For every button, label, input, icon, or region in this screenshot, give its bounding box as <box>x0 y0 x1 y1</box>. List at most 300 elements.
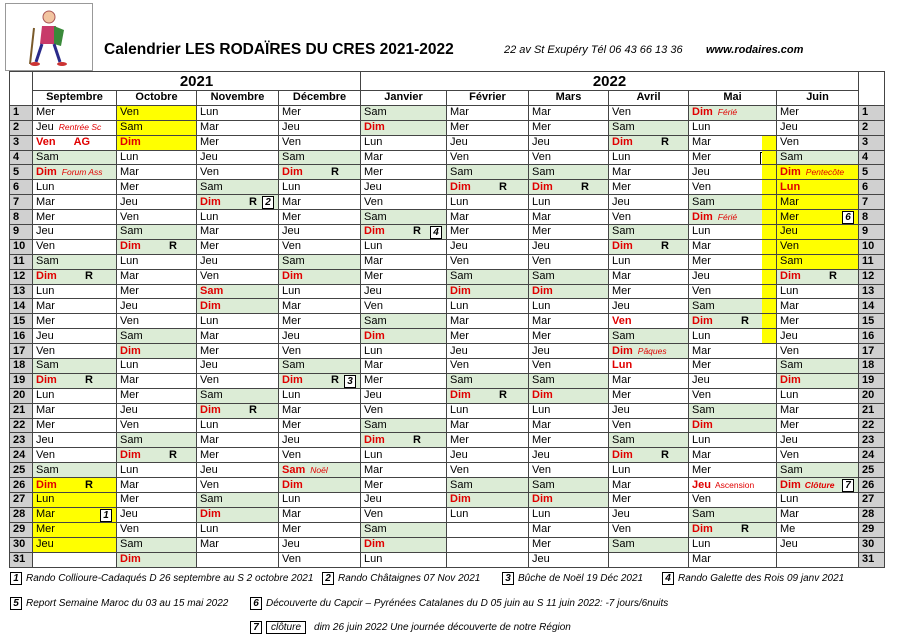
day-cell[interactable] <box>689 150 777 165</box>
day-cell[interactable] <box>279 195 361 210</box>
day-cell[interactable] <box>279 254 361 269</box>
day-cell[interactable] <box>529 239 609 254</box>
day-cell[interactable] <box>529 537 609 552</box>
day-cell[interactable] <box>33 225 117 240</box>
day-cell[interactable] <box>529 478 609 493</box>
day-cell[interactable] <box>117 507 197 522</box>
day-cell[interactable] <box>777 120 859 135</box>
day-cell[interactable] <box>33 210 117 225</box>
day-cell[interactable] <box>777 373 859 388</box>
day-cell[interactable] <box>529 388 609 403</box>
day-cell[interactable] <box>529 225 609 240</box>
day-cell[interactable] <box>361 165 447 180</box>
day-cell[interactable] <box>447 522 529 537</box>
day-cell[interactable] <box>447 448 529 463</box>
day-cell[interactable] <box>117 105 197 120</box>
day-cell[interactable] <box>33 314 117 329</box>
day-cell[interactable] <box>529 120 609 135</box>
day-cell[interactable] <box>777 135 859 150</box>
day-cell[interactable] <box>361 210 447 225</box>
day-cell[interactable] <box>117 329 197 344</box>
day-cell[interactable] <box>279 105 361 120</box>
day-cell[interactable] <box>117 150 197 165</box>
day-cell[interactable] <box>197 448 279 463</box>
day-cell[interactable] <box>33 120 117 135</box>
day-cell[interactable] <box>33 105 117 120</box>
day-cell[interactable] <box>689 299 777 314</box>
day-cell[interactable] <box>609 418 689 433</box>
day-cell[interactable] <box>609 433 689 448</box>
day-cell[interactable] <box>447 433 529 448</box>
day-cell[interactable] <box>361 418 447 433</box>
day-cell[interactable] <box>197 478 279 493</box>
day-cell[interactable] <box>447 463 529 478</box>
day-cell[interactable] <box>33 195 117 210</box>
day-cell[interactable] <box>117 537 197 552</box>
day-cell[interactable] <box>777 493 859 508</box>
day-cell[interactable] <box>117 344 197 359</box>
day-cell[interactable] <box>279 180 361 195</box>
day-cell[interactable] <box>689 254 777 269</box>
day-cell[interactable] <box>777 225 859 240</box>
day-cell[interactable] <box>609 150 689 165</box>
day-cell[interactable] <box>777 180 859 195</box>
day-cell[interactable] <box>609 120 689 135</box>
day-cell[interactable] <box>33 359 117 374</box>
day-cell[interactable] <box>33 388 117 403</box>
day-cell[interactable] <box>609 180 689 195</box>
day-cell[interactable] <box>197 269 279 284</box>
day-cell[interactable] <box>447 210 529 225</box>
day-cell[interactable] <box>529 552 609 567</box>
day-cell[interactable] <box>33 418 117 433</box>
day-cell[interactable] <box>279 537 361 552</box>
day-cell[interactable] <box>279 284 361 299</box>
day-cell[interactable] <box>361 225 447 240</box>
day-cell[interactable] <box>361 254 447 269</box>
day-cell[interactable] <box>279 120 361 135</box>
club-website[interactable]: www.rodaires.com <box>706 44 804 56</box>
day-cell[interactable] <box>447 478 529 493</box>
day-cell[interactable] <box>609 388 689 403</box>
day-cell[interactable] <box>529 329 609 344</box>
day-cell[interactable] <box>279 299 361 314</box>
day-cell[interactable] <box>609 105 689 120</box>
day-cell[interactable] <box>117 195 197 210</box>
day-cell[interactable] <box>777 329 859 344</box>
day-cell[interactable] <box>777 105 859 120</box>
day-cell[interactable] <box>609 284 689 299</box>
day-cell[interactable] <box>117 463 197 478</box>
day-cell[interactable] <box>689 478 777 493</box>
day-cell[interactable] <box>197 180 279 195</box>
day-cell[interactable] <box>279 314 361 329</box>
day-cell[interactable] <box>529 448 609 463</box>
day-cell[interactable] <box>33 284 117 299</box>
day-cell[interactable] <box>33 254 117 269</box>
day-cell[interactable] <box>447 254 529 269</box>
day-cell[interactable] <box>777 507 859 522</box>
day-cell[interactable] <box>529 418 609 433</box>
day-cell[interactable] <box>361 314 447 329</box>
day-cell[interactable] <box>197 403 279 418</box>
day-cell[interactable] <box>117 180 197 195</box>
day-cell[interactable] <box>361 120 447 135</box>
day-cell[interactable] <box>117 418 197 433</box>
day-cell[interactable] <box>197 537 279 552</box>
day-cell[interactable] <box>529 180 609 195</box>
day-cell[interactable] <box>777 359 859 374</box>
day-cell[interactable] <box>279 373 361 388</box>
day-cell[interactable] <box>361 373 447 388</box>
day-cell[interactable] <box>689 269 777 284</box>
day-cell[interactable] <box>777 463 859 478</box>
day-cell[interactable] <box>197 239 279 254</box>
day-cell[interactable] <box>447 165 529 180</box>
day-cell[interactable] <box>447 314 529 329</box>
day-cell[interactable] <box>447 269 529 284</box>
day-cell[interactable] <box>689 418 777 433</box>
day-cell[interactable] <box>689 165 777 180</box>
day-cell[interactable] <box>117 478 197 493</box>
day-cell[interactable] <box>33 165 117 180</box>
day-cell[interactable] <box>117 254 197 269</box>
day-cell[interactable] <box>777 522 859 537</box>
day-cell[interactable] <box>117 239 197 254</box>
day-cell[interactable] <box>361 433 447 448</box>
day-cell[interactable] <box>689 195 777 210</box>
day-cell[interactable] <box>529 463 609 478</box>
day-cell[interactable] <box>689 537 777 552</box>
day-cell[interactable] <box>689 373 777 388</box>
day-cell[interactable] <box>777 284 859 299</box>
day-cell[interactable] <box>33 537 117 552</box>
day-cell[interactable] <box>117 135 197 150</box>
day-cell[interactable] <box>197 418 279 433</box>
day-cell[interactable] <box>609 210 689 225</box>
day-cell[interactable] <box>33 552 117 567</box>
day-cell[interactable] <box>33 448 117 463</box>
day-cell[interactable] <box>197 433 279 448</box>
day-cell[interactable] <box>609 269 689 284</box>
day-cell[interactable] <box>117 210 197 225</box>
day-cell[interactable] <box>197 344 279 359</box>
day-cell[interactable] <box>361 448 447 463</box>
day-cell[interactable] <box>529 135 609 150</box>
day-cell[interactable] <box>777 299 859 314</box>
day-cell[interactable] <box>609 239 689 254</box>
day-cell[interactable] <box>361 522 447 537</box>
day-cell[interactable] <box>279 135 361 150</box>
day-cell[interactable] <box>33 433 117 448</box>
day-cell[interactable] <box>689 120 777 135</box>
day-cell[interactable] <box>609 329 689 344</box>
day-cell[interactable] <box>689 239 777 254</box>
day-cell[interactable] <box>197 373 279 388</box>
day-cell[interactable] <box>361 299 447 314</box>
day-cell[interactable] <box>609 552 689 567</box>
day-cell[interactable] <box>529 210 609 225</box>
day-cell[interactable] <box>117 433 197 448</box>
day-cell[interactable] <box>777 150 859 165</box>
day-cell[interactable] <box>361 269 447 284</box>
day-cell[interactable] <box>447 120 529 135</box>
day-cell[interactable] <box>689 403 777 418</box>
day-cell[interactable] <box>33 522 117 537</box>
day-cell[interactable] <box>447 329 529 344</box>
day-cell[interactable] <box>777 239 859 254</box>
day-cell[interactable] <box>777 448 859 463</box>
day-cell[interactable] <box>777 388 859 403</box>
day-cell[interactable] <box>777 552 859 567</box>
day-cell[interactable] <box>197 284 279 299</box>
day-cell[interactable] <box>447 373 529 388</box>
day-cell[interactable] <box>197 552 279 567</box>
day-cell[interactable] <box>529 359 609 374</box>
day-cell[interactable] <box>529 373 609 388</box>
day-cell[interactable] <box>279 418 361 433</box>
day-cell[interactable] <box>33 269 117 284</box>
day-cell[interactable] <box>777 210 859 225</box>
day-cell[interactable] <box>279 433 361 448</box>
day-cell[interactable] <box>117 225 197 240</box>
day-cell[interactable] <box>447 344 529 359</box>
day-cell[interactable] <box>529 269 609 284</box>
day-cell[interactable] <box>609 299 689 314</box>
day-cell[interactable] <box>689 314 777 329</box>
day-cell[interactable] <box>529 522 609 537</box>
day-cell[interactable] <box>361 537 447 552</box>
day-cell[interactable] <box>117 522 197 537</box>
day-cell[interactable] <box>279 478 361 493</box>
day-cell[interactable] <box>447 403 529 418</box>
day-cell[interactable] <box>529 344 609 359</box>
day-cell[interactable] <box>447 180 529 195</box>
day-cell[interactable] <box>529 284 609 299</box>
day-cell[interactable] <box>197 314 279 329</box>
day-cell[interactable] <box>529 165 609 180</box>
day-cell[interactable] <box>197 522 279 537</box>
day-cell[interactable] <box>689 493 777 508</box>
day-cell[interactable] <box>777 418 859 433</box>
day-cell[interactable] <box>117 284 197 299</box>
day-cell[interactable] <box>447 135 529 150</box>
day-cell[interactable] <box>777 165 859 180</box>
day-cell[interactable] <box>447 388 529 403</box>
day-cell[interactable] <box>197 195 279 210</box>
day-cell[interactable] <box>33 329 117 344</box>
day-cell[interactable] <box>609 225 689 240</box>
day-cell[interactable] <box>447 150 529 165</box>
day-cell[interactable] <box>279 165 361 180</box>
day-cell[interactable] <box>117 448 197 463</box>
day-cell[interactable] <box>609 537 689 552</box>
day-cell[interactable] <box>117 403 197 418</box>
day-cell[interactable] <box>197 388 279 403</box>
day-cell[interactable] <box>361 329 447 344</box>
day-cell[interactable] <box>117 493 197 508</box>
day-cell[interactable] <box>279 493 361 508</box>
day-cell[interactable] <box>447 284 529 299</box>
day-cell[interactable] <box>279 225 361 240</box>
day-cell[interactable] <box>117 359 197 374</box>
day-cell[interactable] <box>197 150 279 165</box>
day-cell[interactable] <box>689 210 777 225</box>
day-cell[interactable] <box>361 239 447 254</box>
day-cell[interactable] <box>279 210 361 225</box>
day-cell[interactable] <box>279 329 361 344</box>
day-cell[interactable] <box>361 195 447 210</box>
day-cell[interactable] <box>361 135 447 150</box>
day-cell[interactable] <box>117 314 197 329</box>
day-cell[interactable] <box>197 493 279 508</box>
day-cell[interactable] <box>361 344 447 359</box>
day-cell[interactable] <box>279 359 361 374</box>
day-cell[interactable] <box>609 344 689 359</box>
day-cell[interactable] <box>609 359 689 374</box>
day-cell[interactable] <box>689 225 777 240</box>
day-cell[interactable] <box>33 493 117 508</box>
day-cell[interactable] <box>33 239 117 254</box>
day-cell[interactable] <box>279 403 361 418</box>
day-cell[interactable] <box>447 418 529 433</box>
day-cell[interactable] <box>609 448 689 463</box>
day-cell[interactable] <box>279 388 361 403</box>
day-cell[interactable] <box>777 537 859 552</box>
day-cell[interactable] <box>777 478 859 493</box>
day-cell[interactable] <box>33 478 117 493</box>
day-cell[interactable] <box>689 463 777 478</box>
day-cell[interactable] <box>197 210 279 225</box>
day-cell[interactable] <box>279 552 361 567</box>
day-cell[interactable] <box>197 120 279 135</box>
day-cell[interactable] <box>279 344 361 359</box>
day-cell[interactable] <box>279 150 361 165</box>
day-cell[interactable] <box>197 254 279 269</box>
day-cell[interactable] <box>197 359 279 374</box>
day-cell[interactable] <box>361 359 447 374</box>
day-cell[interactable] <box>117 269 197 284</box>
day-cell[interactable] <box>689 284 777 299</box>
day-cell[interactable] <box>447 105 529 120</box>
day-cell[interactable] <box>197 329 279 344</box>
day-cell[interactable] <box>689 507 777 522</box>
day-cell[interactable] <box>117 388 197 403</box>
day-cell[interactable] <box>689 552 777 567</box>
day-cell[interactable] <box>361 552 447 567</box>
day-cell[interactable] <box>609 314 689 329</box>
day-cell[interactable] <box>361 105 447 120</box>
day-cell[interactable] <box>361 403 447 418</box>
day-cell[interactable] <box>689 448 777 463</box>
day-cell[interactable] <box>117 165 197 180</box>
day-cell[interactable] <box>361 180 447 195</box>
day-cell[interactable] <box>33 150 117 165</box>
day-cell[interactable] <box>529 507 609 522</box>
day-cell[interactable] <box>609 463 689 478</box>
day-cell[interactable] <box>197 105 279 120</box>
day-cell[interactable] <box>777 433 859 448</box>
day-cell[interactable] <box>279 522 361 537</box>
day-cell[interactable] <box>117 299 197 314</box>
day-cell[interactable] <box>117 120 197 135</box>
day-cell[interactable] <box>609 493 689 508</box>
day-cell[interactable] <box>197 225 279 240</box>
day-cell[interactable] <box>689 344 777 359</box>
day-cell[interactable] <box>609 522 689 537</box>
day-cell[interactable] <box>609 507 689 522</box>
day-cell[interactable] <box>447 225 529 240</box>
day-cell[interactable] <box>279 239 361 254</box>
day-cell[interactable] <box>197 135 279 150</box>
day-cell[interactable] <box>361 493 447 508</box>
day-cell[interactable] <box>689 359 777 374</box>
day-cell[interactable] <box>777 403 859 418</box>
day-cell[interactable] <box>529 105 609 120</box>
day-cell[interactable] <box>689 180 777 195</box>
day-cell[interactable] <box>777 254 859 269</box>
day-cell[interactable] <box>33 507 117 522</box>
day-cell[interactable] <box>447 359 529 374</box>
day-cell[interactable] <box>609 195 689 210</box>
day-cell[interactable] <box>117 552 197 567</box>
day-cell[interactable] <box>279 448 361 463</box>
day-cell[interactable] <box>529 254 609 269</box>
day-cell[interactable] <box>33 180 117 195</box>
day-cell[interactable] <box>529 195 609 210</box>
day-cell[interactable] <box>197 299 279 314</box>
day-cell[interactable] <box>361 150 447 165</box>
day-cell[interactable] <box>689 433 777 448</box>
day-cell[interactable] <box>361 478 447 493</box>
day-cell[interactable] <box>689 329 777 344</box>
day-cell[interactable] <box>689 388 777 403</box>
day-cell[interactable] <box>777 195 859 210</box>
day-cell[interactable] <box>609 254 689 269</box>
day-cell[interactable] <box>609 165 689 180</box>
day-cell[interactable] <box>279 463 361 478</box>
day-cell[interactable] <box>529 150 609 165</box>
day-cell[interactable] <box>609 373 689 388</box>
day-cell[interactable] <box>777 344 859 359</box>
day-cell[interactable] <box>609 135 689 150</box>
day-cell[interactable] <box>33 403 117 418</box>
day-cell[interactable] <box>361 463 447 478</box>
day-cell[interactable] <box>529 493 609 508</box>
day-cell[interactable] <box>529 403 609 418</box>
day-cell[interactable] <box>447 507 529 522</box>
day-cell[interactable] <box>529 314 609 329</box>
day-cell[interactable] <box>447 195 529 210</box>
day-cell[interactable] <box>361 507 447 522</box>
day-cell[interactable] <box>279 507 361 522</box>
day-cell[interactable] <box>33 373 117 388</box>
day-cell[interactable] <box>447 239 529 254</box>
day-cell[interactable] <box>117 373 197 388</box>
day-cell[interactable] <box>361 284 447 299</box>
day-cell[interactable] <box>447 537 529 552</box>
day-cell[interactable] <box>529 299 609 314</box>
day-cell[interactable] <box>689 105 777 120</box>
day-cell[interactable] <box>33 344 117 359</box>
day-cell[interactable] <box>197 165 279 180</box>
day-cell[interactable] <box>447 299 529 314</box>
day-cell[interactable] <box>197 507 279 522</box>
day-cell[interactable] <box>33 463 117 478</box>
day-cell[interactable] <box>609 478 689 493</box>
day-cell[interactable] <box>279 269 361 284</box>
day-cell[interactable] <box>33 135 117 150</box>
